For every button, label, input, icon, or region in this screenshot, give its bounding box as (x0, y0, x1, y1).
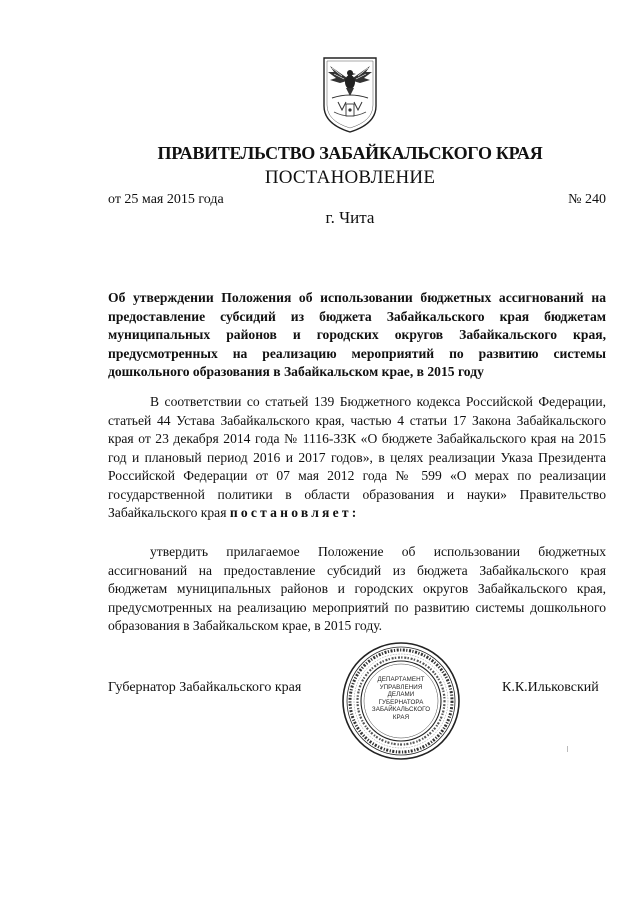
seal-center-text: ДЕПАРТАМЕНТ УПРАВЛЕНИЯ ДЕЛАМИ ГУБЕРНАТОРА ЗАБАЙКАЛЬСКОГО КРАЯ (371, 676, 431, 721)
preamble-paragraph (108, 393, 606, 523)
signatory-title: Губернатор Забайкальского края (108, 680, 302, 695)
document-type: ПОСТАНОВЛЕНИЕ (264, 167, 436, 188)
government-title: ПРАВИТЕЛЬСТВО ЗАБАЙКАЛЬСКОГО КРАЯ (157, 143, 543, 163)
resolution-paragraph: утвердить прилагаемое Положение об использовании бюджетных ассигнований на предоставление субсидий из бюджета Забайкальского края бюджетам муниципальных районов и городских округов Забайкальского края, предусмотренных на реализацию мероприятий по развитию системы дошкольного образования в Забайкальском крае, в 2015 году. (108, 544, 606, 633)
document-number: № 240 (568, 192, 606, 207)
document-city: г. Чита (325, 208, 375, 227)
scan-mark (567, 746, 568, 752)
document-date: от 25 мая 2015 года (108, 192, 224, 207)
signatory-name: К.К.Ильковский (502, 680, 599, 695)
document-subject: Об утверждении Положения об использовании бюджетных ассигнований на предоставление субсидий из бюджета Забайкальского края бюджетам муниципальных районов и городских округов Забайкальского края, предусмотренных на реализацию мероприятий по развитию системы дошкольного образования в Забайкальском крае, в 2015 году (108, 290, 606, 379)
coat-of-arms-icon (318, 50, 382, 136)
official-seal-icon (340, 640, 462, 762)
preamble-text: В соответствии со статьей 139 Бюджетного кодекса Российской Федерации, статьей 44 Устава Забайкальского края, частью 4 статьи 17 Закона Забайкальского края от 23 декабря 2014 года № 1116-ЗЗК «О бюджете Забайкальского края на 2015 год и плановый период 2016 и 2017 годов», в целях реализации Указа Президента Российской Федерации от 07 мая 2012 года № 599 «О мерах по реализации государственной политики в области образования и науки» Правительство Забайкальского края (108, 394, 606, 520)
decree-word: постановляет: (229, 505, 360, 520)
